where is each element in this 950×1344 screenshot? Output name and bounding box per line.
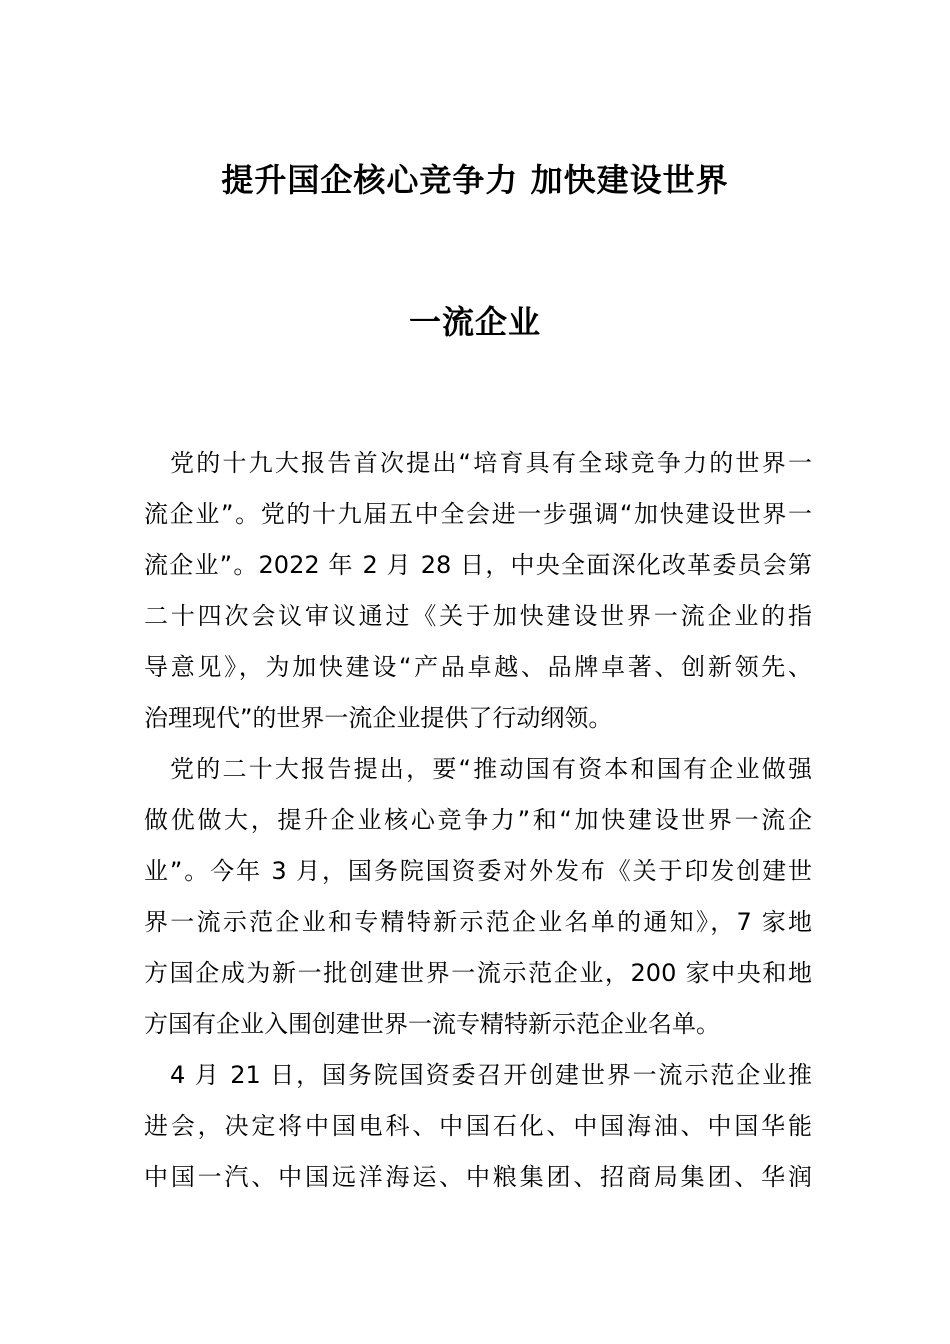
paragraph-line: 做优做大，提升企业核心竞争力”和“加快建设世界一流企 bbox=[144, 806, 812, 834]
paragraph-line: 方国有企业入围创建世界一流专精特新示范企业名单。 bbox=[144, 1010, 720, 1038]
paragraph-line: 二十四次会议审议通过《关于加快建设世界一流企业的指 bbox=[144, 602, 812, 630]
paragraph-line: 方国企成为新一批创建世界一流示范企业，200 家中央和地 bbox=[144, 959, 812, 987]
paragraph-line: 流企业”。2022 年 2 月 28 日，中央全面深化改革委员会第 bbox=[144, 551, 812, 579]
document-title-line-1: 提升国企核心竞争力 加快建设世界 bbox=[221, 161, 729, 199]
paragraph-1 bbox=[144, 438, 812, 744]
paragraph-line: 业”。今年 3 月，国务院国资委对外发布《关于印发创建世 bbox=[144, 857, 812, 885]
paragraph-line: 党的十九大报告首次提出“培育具有全球竞争力的世界一 bbox=[170, 449, 812, 477]
document-title-line-2: 一流企业 bbox=[408, 303, 541, 341]
paragraph-line: 4 月 21 日，国务院国资委召开创建世界一流示范企业推 bbox=[170, 1061, 812, 1089]
paragraph-3 bbox=[144, 1050, 812, 1203]
paragraph-line: 进会，决定将中国电科、中国石化、中国海油、中国华能 bbox=[144, 1112, 812, 1140]
paragraph-line: 界一流示范企业和专精特新示范企业名单的通知》，7 家地 bbox=[144, 908, 812, 936]
paragraph-line: 导意见》，为加快建设“产品卓越、品牌卓著、创新领先、 bbox=[144, 653, 812, 681]
paragraph-line: 中国一汽、中国远洋海运、中粮集团、招商局集团、华润 bbox=[144, 1163, 812, 1191]
document-body bbox=[144, 438, 812, 1203]
paragraph-line: 治理现代”的世界一流企业提供了行动纲领。 bbox=[144, 704, 613, 732]
paragraph-line: 流企业”。党的十九届五中全会进一步强调“加快建设世界一 bbox=[144, 500, 812, 528]
paragraph-line: 党的二十大报告提出，要“推动国有资本和国有企业做强 bbox=[170, 755, 812, 783]
paragraph-2 bbox=[144, 744, 812, 1050]
